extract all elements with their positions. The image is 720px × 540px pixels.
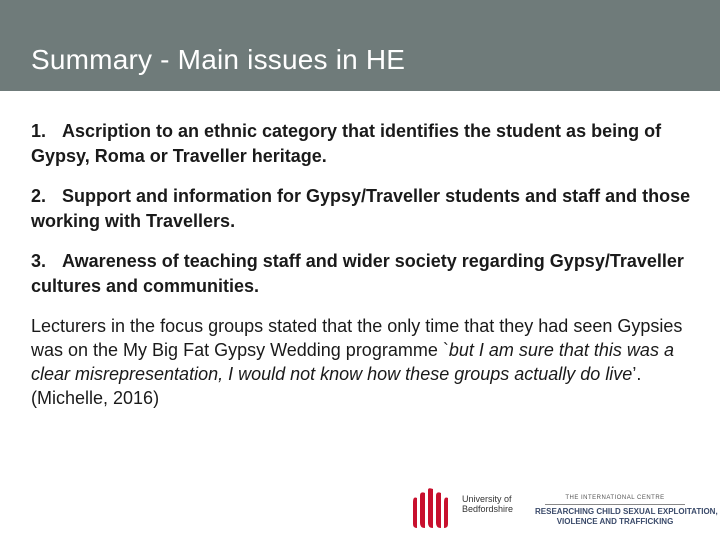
issue-point-3 — [31, 249, 691, 299]
centre-name-line-2: VIOLENCE AND TRAFFICKING — [556, 517, 674, 526]
slide-title: Summary - Main issues in HE — [31, 44, 406, 75]
quote-italic: but I am sure that this was a clear misrepresentation, I would not know how these groups actually do live — [31, 340, 674, 384]
issue-point-2 — [31, 184, 691, 234]
quote-citation: ’. (Michelle, 2016) — [31, 364, 642, 408]
point-text: Ascription to an ethnic category that identifies the student as being of Gypsy, Roma or Traveller heritage. — [31, 121, 662, 166]
quote-paragraph — [31, 314, 691, 410]
footer-logos — [0, 484, 720, 540]
slide-content — [31, 119, 691, 410]
university-logo-icon — [410, 488, 452, 530]
centre-name-line-1: RESEARCHING CHILD SEXUAL EXPLOITATION, — [535, 507, 718, 516]
issue-point-1 — [31, 119, 691, 169]
university-name: University of Bedfordshire — [462, 494, 514, 514]
point-number: 1. — [31, 121, 47, 141]
header-bar — [0, 0, 720, 91]
centre-heading: THE INTERNATIONAL CENTRE — [565, 495, 665, 501]
point-number: 3. — [31, 251, 47, 271]
quote-lead: Lecturers in the focus groups stated that the only time that they had seen Gypsies was on the My Big Fat Gypsy Wedding programme ` — [31, 316, 683, 360]
international-centre-logo — [535, 494, 718, 527]
point-number: 2. — [31, 186, 47, 206]
centre-divider — [545, 504, 685, 505]
point-text: Support and information for Gypsy/Traveller students and staff and those working with Travellers. — [31, 186, 691, 231]
point-text: Awareness of teaching staff and wider society regarding Gypsy/Traveller cultures and communities. — [31, 251, 684, 296]
